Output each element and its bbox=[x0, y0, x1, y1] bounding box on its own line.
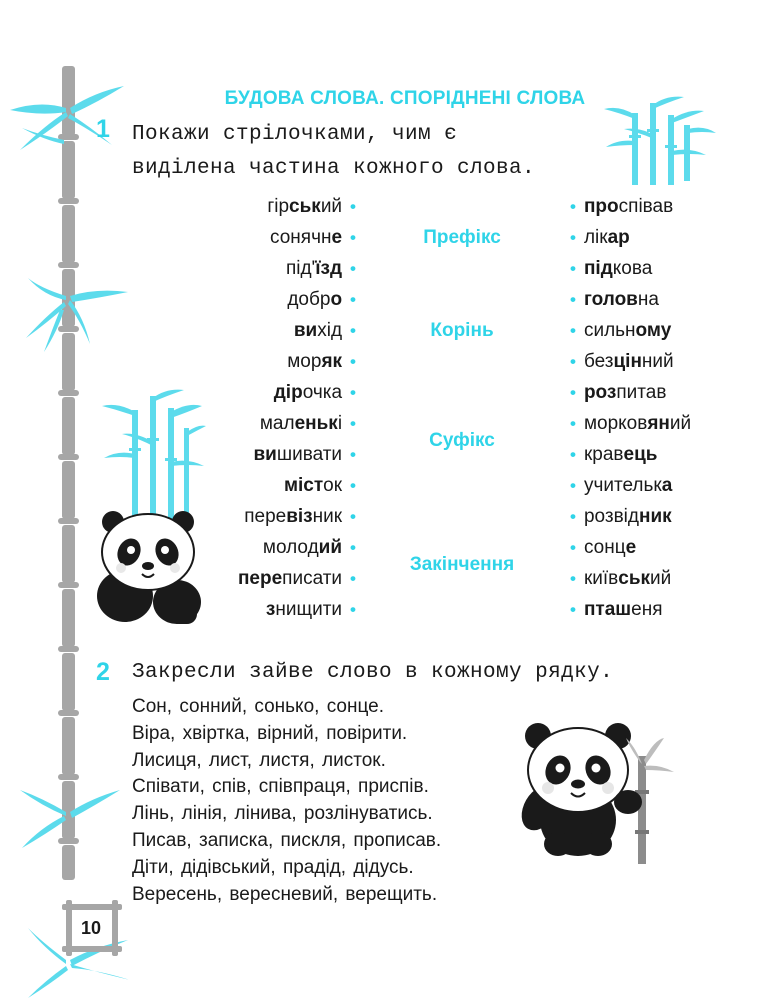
word-line[interactable]: Вересень, вересневий, верещить. bbox=[132, 883, 438, 905]
highlighted-morpheme: о bbox=[330, 289, 343, 310]
right-word-12[interactable] bbox=[570, 532, 760, 563]
task-1-number: 1 bbox=[96, 115, 110, 143]
right-word-9[interactable] bbox=[570, 439, 760, 470]
highlighted-morpheme: е bbox=[625, 537, 637, 558]
word-line[interactable]: Лисиця, лист, листя, листок. bbox=[132, 749, 386, 771]
word-text bbox=[286, 258, 342, 279]
page-number: 10 bbox=[80, 918, 102, 938]
word-part: і bbox=[337, 413, 343, 434]
word-part: ий bbox=[320, 196, 343, 217]
bullet-dot-icon[interactable]: • bbox=[570, 352, 576, 371]
bullet-dot-icon[interactable]: • bbox=[350, 228, 356, 247]
word-text bbox=[294, 320, 342, 341]
word-part: сонячн bbox=[270, 227, 332, 248]
word-part: під' bbox=[285, 258, 316, 279]
bullet-dot-icon[interactable]: • bbox=[570, 383, 576, 402]
bullet-dot-icon[interactable]: • bbox=[570, 507, 576, 526]
word-part: співав bbox=[618, 196, 674, 217]
right-word-10[interactable] bbox=[570, 470, 760, 501]
left-word-6[interactable] bbox=[170, 346, 356, 377]
right-word-5[interactable] bbox=[570, 315, 760, 346]
bullet-dot-icon[interactable]: • bbox=[570, 290, 576, 309]
word-part: київ bbox=[583, 568, 619, 589]
right-word-14[interactable] bbox=[570, 594, 760, 625]
word-text bbox=[274, 382, 342, 403]
word-text bbox=[584, 320, 671, 341]
word-part: сильн bbox=[583, 320, 636, 341]
bullet-dot-icon[interactable]: • bbox=[570, 538, 576, 557]
word-part: еня bbox=[631, 599, 663, 620]
word-part: сонц bbox=[583, 537, 626, 558]
word-text bbox=[260, 413, 342, 434]
word-text bbox=[584, 599, 663, 620]
right-word-3[interactable] bbox=[570, 253, 760, 284]
left-word-3[interactable] bbox=[170, 253, 356, 284]
left-word-1[interactable] bbox=[170, 191, 356, 222]
task-1-text-line-1: Покажи стрілочками, чим є bbox=[132, 123, 458, 146]
word-part: розвід bbox=[583, 506, 639, 527]
highlighted-morpheme: як bbox=[321, 351, 343, 372]
right-word-1[interactable] bbox=[570, 191, 760, 222]
word-part: ий bbox=[650, 568, 672, 589]
highlighted-morpheme: ець bbox=[623, 444, 658, 465]
panda-left-icon bbox=[95, 510, 210, 625]
highlighted-morpheme: міст bbox=[283, 475, 324, 496]
right-word-8[interactable] bbox=[570, 408, 760, 439]
bullet-dot-icon[interactable]: • bbox=[570, 259, 576, 278]
bullet-dot-icon[interactable]: • bbox=[570, 445, 576, 464]
word-line[interactable]: Діти, дідівський, прадід, дідусь. bbox=[132, 856, 414, 878]
highlighted-morpheme: ви bbox=[293, 320, 318, 341]
category-root[interactable]: Корінь bbox=[430, 320, 494, 341]
task-2-word-lines bbox=[132, 694, 441, 908]
word-text bbox=[238, 568, 342, 589]
word-part: гір bbox=[267, 196, 290, 217]
word-part: мор bbox=[287, 351, 322, 372]
bullet-dot-icon[interactable]: • bbox=[350, 445, 356, 464]
word-text bbox=[263, 537, 342, 558]
right-word-4[interactable] bbox=[570, 284, 760, 315]
bullet-dot-icon[interactable]: • bbox=[350, 569, 356, 588]
bullet-dot-icon[interactable]: • bbox=[570, 228, 576, 247]
task-1-text-line-2: виділена частина кожного слова. bbox=[132, 157, 536, 180]
word-text bbox=[584, 568, 671, 589]
right-word-7[interactable] bbox=[570, 377, 760, 408]
highlighted-morpheme: дір bbox=[273, 382, 303, 403]
right-word-column bbox=[570, 191, 760, 625]
task-2-number: 2 bbox=[96, 658, 110, 686]
word-text bbox=[584, 506, 672, 527]
highlighted-morpheme: а bbox=[661, 475, 673, 496]
bullet-dot-icon[interactable]: • bbox=[350, 600, 356, 619]
bullet-dot-icon[interactable]: • bbox=[570, 197, 576, 216]
bullet-dot-icon[interactable]: • bbox=[350, 352, 356, 371]
right-word-2[interactable] bbox=[570, 222, 760, 253]
page-title: БУДОВА СЛОВА. СПОРІДНЕНІ СЛОВА bbox=[224, 88, 586, 109]
word-part: ний bbox=[641, 351, 674, 372]
word-text bbox=[584, 351, 674, 372]
word-part: добр bbox=[287, 289, 331, 310]
word-part: писати bbox=[282, 568, 343, 589]
word-part: морков bbox=[583, 413, 648, 434]
word-part: лік bbox=[583, 227, 608, 248]
word-line[interactable]: Віра, хвіртка, вірний, повірити. bbox=[132, 722, 408, 744]
highlighted-morpheme: про bbox=[583, 196, 619, 217]
category-prefix[interactable]: Префікс bbox=[423, 227, 501, 248]
bullet-dot-icon[interactable]: • bbox=[350, 383, 356, 402]
highlighted-morpheme: ськ bbox=[289, 196, 321, 217]
right-word-11[interactable] bbox=[570, 501, 760, 532]
bullet-dot-icon[interactable]: • bbox=[350, 259, 356, 278]
bullet-dot-icon[interactable]: • bbox=[350, 476, 356, 495]
word-text bbox=[287, 289, 342, 310]
word-text bbox=[584, 475, 672, 496]
highlighted-morpheme: ий bbox=[318, 537, 343, 558]
highlighted-morpheme: ян bbox=[647, 413, 670, 434]
word-text bbox=[244, 506, 342, 527]
word-part: мал bbox=[259, 413, 295, 434]
word-text bbox=[270, 227, 342, 248]
bullet-dot-icon[interactable]: • bbox=[570, 600, 576, 619]
bullet-dot-icon[interactable]: • bbox=[350, 321, 356, 340]
word-part: хід bbox=[317, 320, 343, 341]
word-text bbox=[253, 444, 342, 465]
highlighted-morpheme: цін bbox=[613, 351, 642, 372]
highlighted-morpheme: під bbox=[583, 258, 613, 279]
word-part: кова bbox=[612, 258, 653, 279]
word-part: очка bbox=[302, 382, 343, 403]
word-text bbox=[287, 351, 342, 372]
highlighted-morpheme: роз bbox=[583, 382, 617, 403]
word-text bbox=[584, 196, 673, 217]
word-text bbox=[584, 444, 657, 465]
highlighted-morpheme: пташ bbox=[583, 599, 632, 620]
highlighted-morpheme: ник bbox=[639, 506, 672, 527]
bullet-dot-icon[interactable]: • bbox=[570, 414, 576, 433]
task-2-instruction: Закресли зайве слово в кожному рядку. bbox=[132, 661, 614, 684]
word-line[interactable]: Писав, записка, пискля, прописав. bbox=[132, 829, 442, 851]
word-text bbox=[266, 599, 342, 620]
word-text bbox=[584, 537, 636, 558]
highlighted-morpheme: віз bbox=[286, 506, 313, 527]
word-part: ок bbox=[323, 475, 343, 496]
highlighted-morpheme: е bbox=[331, 227, 343, 248]
word-part: нищити bbox=[275, 599, 343, 620]
category-suffix[interactable]: Суфікс bbox=[429, 430, 495, 451]
bullet-dot-icon[interactable]: • bbox=[350, 414, 356, 433]
right-word-13[interactable] bbox=[570, 563, 760, 594]
bullet-dot-icon[interactable]: • bbox=[570, 569, 576, 588]
panda-right-icon bbox=[518, 720, 678, 865]
highlighted-morpheme: їзд bbox=[315, 258, 343, 279]
word-part: крав bbox=[583, 444, 624, 465]
word-part: учительк bbox=[583, 475, 662, 496]
category-ending[interactable]: Закінчення bbox=[409, 554, 515, 575]
left-word-5[interactable] bbox=[170, 315, 356, 346]
highlighted-morpheme: ви bbox=[253, 444, 277, 465]
word-text bbox=[584, 289, 659, 310]
bullet-dot-icon[interactable]: • bbox=[350, 507, 356, 526]
word-text bbox=[284, 475, 342, 496]
word-text bbox=[584, 227, 630, 248]
bullet-dot-icon[interactable]: • bbox=[350, 197, 356, 216]
word-line[interactable]: Співати, спів, співпраця, приспів. bbox=[132, 776, 429, 798]
word-part: шивати bbox=[276, 444, 343, 465]
task-1-instruction bbox=[132, 118, 535, 186]
bullet-dot-icon[interactable]: • bbox=[570, 321, 576, 340]
word-part: питав bbox=[616, 382, 667, 403]
word-part: ий bbox=[669, 413, 692, 434]
bullet-dot-icon[interactable]: • bbox=[350, 290, 356, 309]
word-part: молод bbox=[262, 537, 319, 558]
word-part: пере bbox=[244, 506, 287, 527]
word-text bbox=[584, 258, 652, 279]
highlighted-morpheme: ськ bbox=[618, 568, 651, 589]
highlighted-morpheme: еньк bbox=[294, 413, 338, 434]
word-part: без bbox=[583, 351, 614, 372]
bamboo-leaves-icon bbox=[600, 95, 720, 195]
word-text bbox=[584, 413, 691, 434]
highlighted-morpheme: голов bbox=[583, 289, 638, 310]
highlighted-morpheme: ар bbox=[607, 227, 630, 248]
word-line[interactable]: Лінь, лінія, лінива, розлінуватись. bbox=[132, 803, 433, 825]
bullet-dot-icon[interactable]: • bbox=[350, 538, 356, 557]
word-part: на bbox=[637, 289, 659, 310]
word-line[interactable]: Сон, сонний, сонько, сонце. bbox=[132, 696, 384, 717]
word-part: ник bbox=[312, 506, 343, 527]
left-word-4[interactable] bbox=[170, 284, 356, 315]
highlighted-morpheme: ому bbox=[635, 320, 672, 341]
highlighted-morpheme: з bbox=[265, 599, 276, 620]
highlighted-morpheme: пере bbox=[237, 568, 283, 589]
bullet-dot-icon[interactable]: • bbox=[570, 476, 576, 495]
left-word-2[interactable] bbox=[170, 222, 356, 253]
word-text bbox=[584, 382, 666, 403]
right-word-6[interactable] bbox=[570, 346, 760, 377]
word-text bbox=[267, 196, 342, 217]
